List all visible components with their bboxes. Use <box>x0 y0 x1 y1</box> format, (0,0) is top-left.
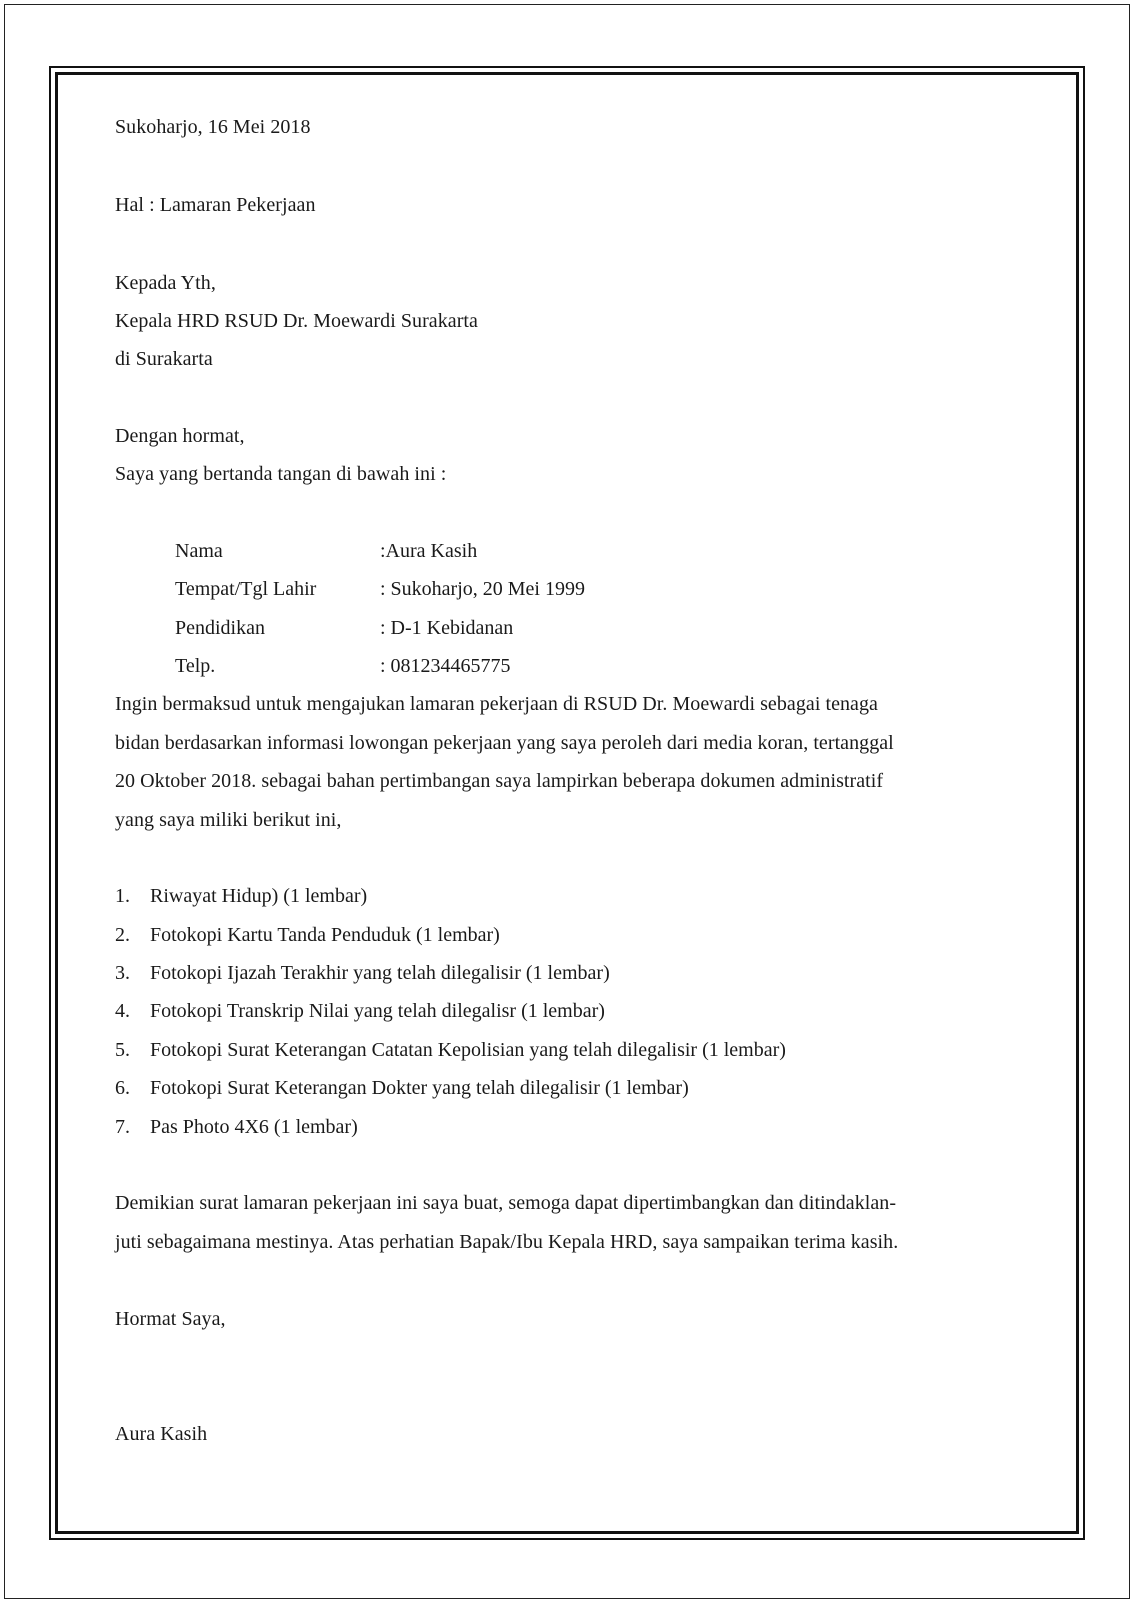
attachment-item: Riwayat Hidup) (1 lembar) <box>150 885 368 907</box>
subject-line: Hal : Lamaran Pekerjaan <box>115 194 316 216</box>
attachment-number: 7. <box>115 1116 130 1138</box>
field-label-nama: Nama <box>175 540 223 562</box>
body-line: Ingin bermaksud untuk mengajukan lamaran pekerjaan di RSUD Dr. Moewardi sebagai tenaga <box>115 693 878 715</box>
field-value-phone: : 081234465775 <box>380 655 511 677</box>
greeting: Dengan hormat, <box>115 425 245 447</box>
attachment-number: 6. <box>115 1077 130 1099</box>
recipient-line: Kepada Yth, <box>115 272 216 294</box>
field-label-education: Pendidikan <box>175 617 265 639</box>
attachment-number: 1. <box>115 885 130 907</box>
field-label-birth: Tempat/Tgl Lahir <box>175 578 317 600</box>
attachment-item: Fotokopi Transkrip Nilai yang telah dilegalisr (1 lembar) <box>150 1000 605 1022</box>
attachment-number: 2. <box>115 924 130 946</box>
intro-line: Saya yang bertanda tangan di bawah ini : <box>115 463 447 485</box>
attachment-item: Fotokopi Surat Keterangan Catatan Kepolisian yang telah dilegalisir (1 lembar) <box>150 1039 786 1061</box>
attachment-number: 4. <box>115 1000 130 1022</box>
body-line: 20 Oktober 2018. sebagai bahan pertimbangan saya lampirkan beberapa dokumen administratif <box>115 770 884 792</box>
recipient-line: Kepala HRD RSUD Dr. Moewardi Surakarta <box>115 310 478 332</box>
field-label-phone: Telp. <box>175 655 216 677</box>
field-value-nama: :Aura Kasih <box>380 540 478 562</box>
field-value-birth: : Sukoharjo, 20 Mei 1999 <box>380 578 585 600</box>
body-line: yang saya miliki berikut ini, <box>115 809 342 831</box>
signature-name: Aura Kasih <box>115 1423 208 1445</box>
attachment-item: Pas Photo 4X6 (1 lembar) <box>150 1116 358 1138</box>
body-line: bidan berdasarkan informasi lowongan pekerjaan yang saya peroleh dari media koran, tertanggal <box>115 732 894 754</box>
attachment-number: 5. <box>115 1039 130 1061</box>
attachment-item: Fotokopi Kartu Tanda Penduduk (1 lembar) <box>150 924 500 946</box>
place-date: Sukoharjo, 16 Mei 2018 <box>115 116 311 138</box>
attachment-item: Fotokopi Ijazah Terakhir yang telah dilegalisir (1 lembar) <box>150 962 610 984</box>
attachment-item: Fotokopi Surat Keterangan Dokter yang telah dilegalisir (1 lembar) <box>150 1077 689 1099</box>
attachment-number: 3. <box>115 962 130 984</box>
closing-line: juti sebagaimana mestinya. Atas perhatian Bapak/Ibu Kepala HRD, saya sampaikan terima kasih. <box>115 1231 899 1253</box>
salutation: Hormat Saya, <box>115 1308 226 1330</box>
field-value-education: : D-1 Kebidanan <box>380 617 514 639</box>
recipient-line: di Surakarta <box>115 348 213 370</box>
closing-line: Demikian surat lamaran pekerjaan ini saya buat, semoga dapat dipertimbangkan dan ditindaklan- <box>115 1192 897 1214</box>
